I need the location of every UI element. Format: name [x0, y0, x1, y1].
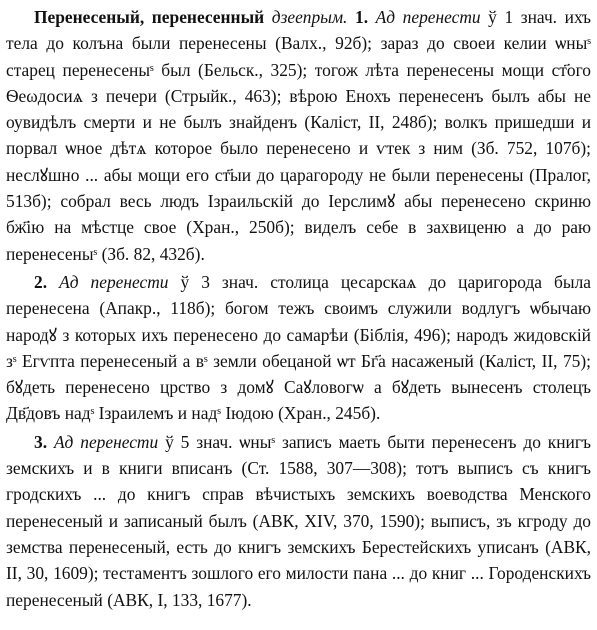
sense-number: 1. [355, 7, 369, 27]
sense-text: ѡныˢ записъ маеть быти перенесенъ до книгъ земскихъ и в книги вписанъ (Ст. 1588, 307—308); тотъ выписъ съ книгъ гродскихъ ... до книгъ справ вѣчистыхъ земскихъ воеводства Менского перенесеный и записаный былъ (АВК, XIV, 370, 1590); выписъ, зъ кгроду до земства перенесеный, есть до книгъ земскихъ Берестейскихъ уписанъ (АВК, II, 30, 1609); тестаментъ зошлого его милости пана ... до книг ... Городенскихъ перенесеный (АВК, I, 133, 1677). [6, 431, 591, 610]
sense-number: 3. [34, 431, 48, 452]
sense-reference: ў 3 знач. [180, 271, 259, 292]
sense-text: ихъ тела до колъна были перенесены (Валх., 92б); зараз до своеи келии ѡныˢ старец перенесеныˢ был (Бельск., 325); тогож лѣта перенесены мощи ст҃ого Ѳеωдосиѧ з печери (Стрыйк., 463); вѣрою Енохъ перенесенъ былъ абы не оувидѣлъ смерти и не былъ знайденъ (Каліст, II, 248б); волкъ пришедши и порвал ѡное дѣтѧ которое было перенесено и ѵтек з ним (Зб. 752, 107б); неслꙋшно ... абы мощи его ст҃ыи до царагороду не были перенесены (Пралог, 513б); собрал весь людъ Ізраильскій до Іерслимꙋ абы перенесено скриню бж҃ію на мѣстце свое (Хран., 250б); виделъ себе в захвиценю а до раю перенесеныˢ (Зб. 82, 432б). [6, 7, 591, 264]
sense-definition: Ад перенести [53, 431, 159, 452]
sense-definition: Ад перенести [59, 271, 169, 292]
sense-definition: Ад перенести [375, 7, 481, 27]
sense-text: столица цесарскаѧ до царигорода была перенесена (Апакр., 118б); богом тежъ своимъ служили водлугъ ѡбычаю народꙋ з которых ихъ перенесено до самарѣи (Біблія, 496); народъ жидовскій зˢ Егѵпта перенесеный а вˢ земли обецаной ѡт Бг҃а насаженый (Каліст, II, 75); бꙋдеть перенесено црство з домꙋ Саꙋловогѡ а бꙋдеть вынесенъ столецъ Дв҃довъ надˢ Ізраилемъ и надˢ Іюдою (Хран., 245б). [6, 271, 591, 424]
sense-1-paragraph [6, 4, 591, 267]
sense-3-paragraph [6, 429, 591, 613]
sense-2-paragraph [6, 269, 591, 427]
headword: Перенесеный, перенесенный [34, 7, 265, 27]
sense-reference: ў 5 знач. [165, 431, 233, 452]
part-of-speech: дзеeпрым. [271, 7, 348, 27]
sense-reference: ў 1 знач. [488, 7, 558, 27]
sense-number: 2. [34, 271, 48, 292]
